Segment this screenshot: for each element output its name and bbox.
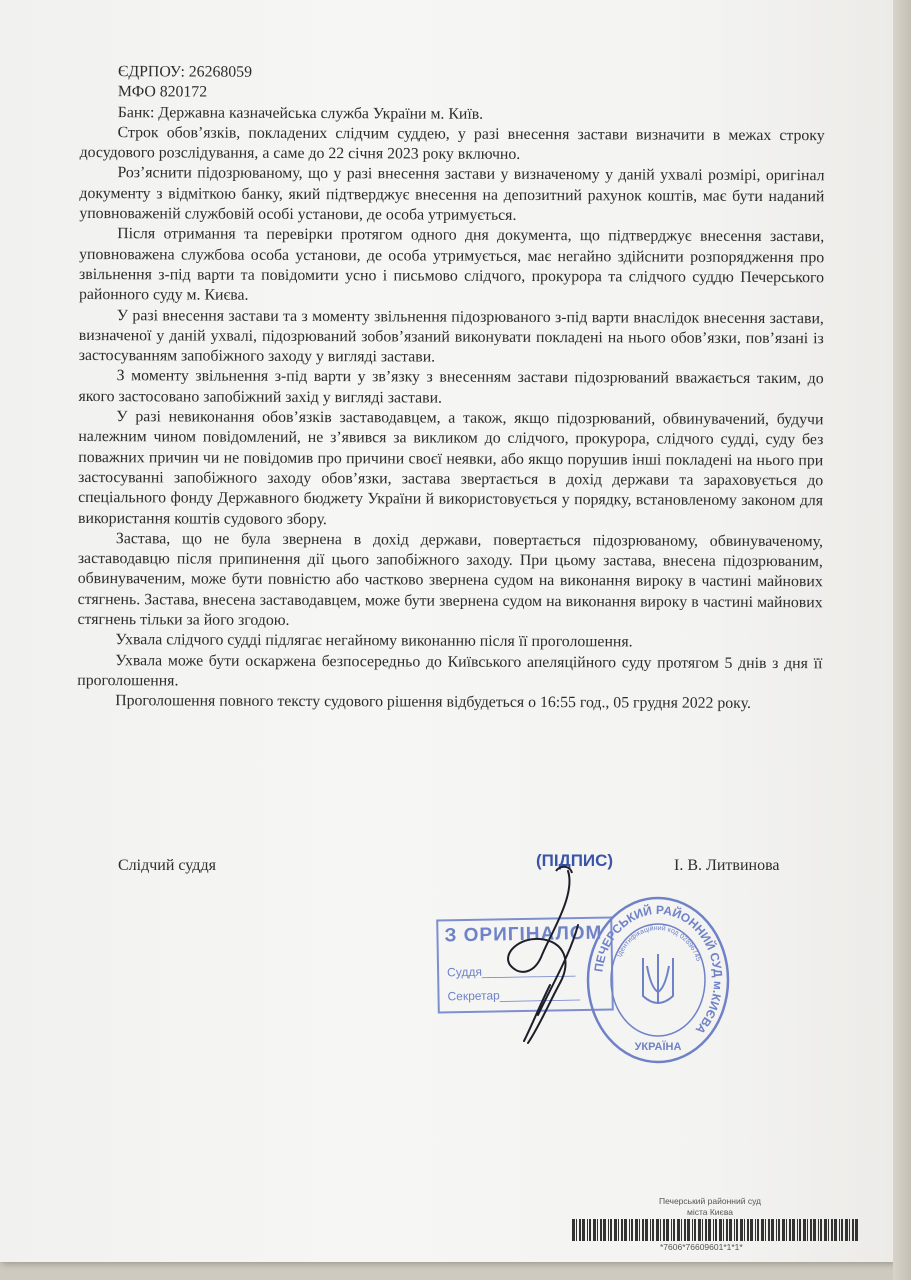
barcode-bar bbox=[744, 1219, 745, 1241]
barcode-bar bbox=[621, 1219, 623, 1241]
barcode-bar bbox=[645, 1219, 648, 1241]
barcode-bar bbox=[681, 1219, 682, 1241]
barcode-bar bbox=[834, 1219, 837, 1241]
barcode-bar bbox=[629, 1219, 630, 1241]
barcode-bar bbox=[702, 1219, 703, 1241]
edrpou-line: ЄДРПОУ: 26268059 bbox=[117, 63, 253, 81]
barcode-bar bbox=[729, 1219, 732, 1241]
barcode-bar bbox=[841, 1219, 843, 1241]
barcode-bar bbox=[786, 1219, 787, 1241]
barcode-bar bbox=[734, 1219, 735, 1241]
barcode-bar bbox=[810, 1219, 812, 1241]
barcode-bar bbox=[750, 1219, 753, 1241]
barcode-bar bbox=[614, 1219, 617, 1241]
stamp-secretary-field: Секретар____________ bbox=[447, 987, 580, 1004]
signature-role: Слідчий суддя bbox=[118, 857, 216, 874]
document-body bbox=[77, 62, 825, 715]
barcode-bar bbox=[656, 1219, 659, 1241]
barcode-bar bbox=[736, 1219, 738, 1241]
barcode-bar bbox=[778, 1219, 780, 1241]
barcode-bar bbox=[576, 1219, 577, 1241]
paragraph-immediate-execution: Ухвала слідчого судді підлягає негайному виконанню після її проголошення. bbox=[115, 631, 633, 651]
barcode-bar bbox=[782, 1219, 785, 1241]
barcode-bar bbox=[757, 1219, 759, 1241]
barcode-bar bbox=[608, 1219, 609, 1241]
barcode-bar bbox=[572, 1219, 575, 1241]
seal-code-text: Ідентифікаційний код 02896745 bbox=[615, 924, 702, 963]
paragraph-release-procedure: Після отримання та перевірки протягом одного дня документа, що підтверджує внесення застави, уповноважена службова особа установи, де особа утримується, має негайно здійснити розпорядження про звільнення з-під варти та повідомити усно і письмово слідчого, прокурора та слідчого суддю Печерського районного суду м. Києва. bbox=[78, 225, 825, 305]
barcode-bar bbox=[694, 1219, 696, 1241]
barcode-bar bbox=[818, 1219, 819, 1241]
barcode-bar bbox=[828, 1219, 829, 1241]
barcode-bar bbox=[618, 1219, 619, 1241]
signature-line bbox=[118, 851, 798, 881]
barcode-bar bbox=[799, 1219, 801, 1241]
barcode-bar bbox=[587, 1219, 588, 1241]
barcode-bar bbox=[761, 1219, 764, 1241]
barcode-bar bbox=[839, 1219, 840, 1241]
barcode-bar bbox=[631, 1219, 633, 1241]
barcode-bar bbox=[705, 1219, 707, 1241]
barcode-bar bbox=[740, 1219, 743, 1241]
barcode-bar bbox=[660, 1219, 661, 1241]
barcode-bar bbox=[624, 1219, 627, 1241]
barcode-bar bbox=[719, 1219, 722, 1241]
paragraph-announcement: Проголошення повного тексту судового рішення відбудеться о 16:55 год., 05 грудня 2022 року. bbox=[115, 692, 751, 713]
trident-icon bbox=[643, 954, 673, 1004]
barcode-bar bbox=[807, 1219, 808, 1241]
barcode-bar bbox=[687, 1219, 690, 1241]
paragraph-release-moment: З моменту звільнення з-під варти у зв’язку з внесенням застави підозрюваний вважається таким, до якого застосовано запобіжний захід у вигляді застави. bbox=[78, 367, 824, 407]
mfo-line: МФО 820172 bbox=[117, 83, 208, 101]
barcode-bar bbox=[747, 1219, 749, 1241]
barcode-bar bbox=[663, 1219, 665, 1241]
barcode-bar bbox=[589, 1219, 591, 1241]
barcode-bar bbox=[723, 1219, 724, 1241]
barcode-number: *7606*76609601*1*1* bbox=[660, 1242, 743, 1252]
barcode-bar bbox=[855, 1219, 858, 1241]
barcode-bar bbox=[677, 1219, 680, 1241]
barcode-bar bbox=[726, 1219, 728, 1241]
barcode-bar bbox=[824, 1219, 827, 1241]
barcode-bar bbox=[666, 1219, 669, 1241]
paragraph-bail-return: Застава, що не була звернена в дохід держави, повертається підозрюваному, обвинуваченому, заставодавцю після припинення дії цього запобіжного заходу. При цьому застава, внесена підозрюваним, обвинуваченим, може бути повністю або частково звернена судом на виконання вироку в частині майнових стягнень. Застава, внесена заставодавцем, може бути звернена судом на виконання вироку в частині майнових стягнень тільки за його згодою. bbox=[77, 529, 823, 629]
paragraph-explain-suspect: Роз’яснити підозрюваному, що у разі внесення застави у визначеному у даній ухвалі розмірі, оригінал документу з відміткою банку, який підтверджує внесення на депозитний рахунок коштів, має бути наданий уповноваженій службовій особі установи, де особа утримується. bbox=[79, 164, 825, 224]
barcode-bar bbox=[820, 1219, 822, 1241]
barcode-bar bbox=[593, 1219, 596, 1241]
barcode-bar bbox=[845, 1219, 848, 1241]
stamp-judge-field: Суддя______________ bbox=[446, 963, 576, 980]
signature-mark: (ПІДПИС) bbox=[536, 851, 614, 870]
barcode-bar bbox=[803, 1219, 806, 1241]
barcode-bar bbox=[597, 1219, 598, 1241]
barcode-bar bbox=[650, 1219, 651, 1241]
barcode-bar bbox=[642, 1219, 644, 1241]
barcode bbox=[572, 1219, 862, 1241]
barcode-bar bbox=[671, 1219, 672, 1241]
barcode-bar bbox=[684, 1219, 686, 1241]
paragraph-obligation-term: Строк обов’язків, покладених слідчим суддею, у разі внесення застави визначити в межах строку досудового розслідування, а саме до 22 січня 2023 року включно. bbox=[79, 124, 825, 164]
barcode-bar bbox=[692, 1219, 693, 1241]
handwritten-signature bbox=[480, 865, 630, 1055]
seal-ring-text: ПЕЧЕРСЬКИЙ РАЙОННИЙ СУД м.КИЄВА bbox=[591, 902, 726, 1037]
stamp-title: З ОРИГІНАЛОМ bbox=[444, 922, 603, 947]
barcode-bar bbox=[698, 1219, 701, 1241]
barcode-bar bbox=[600, 1219, 602, 1241]
court-footer-label: Печерський районний суд міста Києва bbox=[658, 1196, 762, 1217]
barcode-bar bbox=[579, 1219, 581, 1241]
barcode-bar bbox=[789, 1219, 791, 1241]
barcode-bar bbox=[768, 1219, 770, 1241]
barcode-bar bbox=[852, 1219, 854, 1241]
barcode-bar bbox=[771, 1219, 774, 1241]
barcode-bar bbox=[639, 1219, 640, 1241]
barcode-bar bbox=[813, 1219, 816, 1241]
barcode-bar bbox=[610, 1219, 612, 1241]
barcode-bar bbox=[652, 1219, 654, 1241]
signature-name: І. В. Литвинова bbox=[674, 857, 780, 874]
barcode-bar bbox=[776, 1219, 777, 1241]
barcode-bar bbox=[765, 1219, 766, 1241]
paragraph-suspect-duties: У разі внесення застави та з моменту звільнення підозрюваного з-під варти внаслідок внесення застави, визначеної у даній ухвалі, підозрюваний зобов’язаний виконувати покладені на нього обов’язки, пов’язані із застосуванням запобіжного заходу у вигляді застави. bbox=[78, 306, 824, 366]
barcode-bar bbox=[603, 1219, 606, 1241]
barcode-bar bbox=[797, 1219, 798, 1241]
barcode-bar bbox=[849, 1219, 850, 1241]
seal-bottom-text: УКРАЇНА bbox=[634, 1041, 682, 1053]
barcode-bar bbox=[792, 1219, 795, 1241]
barcode-bar bbox=[713, 1219, 714, 1241]
paragraph-appeal: Ухвала може бути оскаржена безпосередньо до Київського апеляційного суду протягом 5 днів з дня її проголошення. bbox=[77, 651, 823, 690]
barcode-bar bbox=[673, 1219, 675, 1241]
paragraph-non-compliance: У разі невиконання обов’язків заставодавцем, а також, якщо підозрюваний, обвинувачений, будучи належним чином повідомлений, не з’явився за викликом до слідчого, прокурора, слідчого судді, суду без поважних причин чи не повідомив про причини своєї неявки, або якщо порушив інші покладені на нього при застосуванні запобіжного заходу обов’язки, застава звертається в дохід держави та зараховується до спеціального фонду Державного бюджету України й використовується у порядку, встановленому законом для використання коштів судового збору. bbox=[77, 408, 824, 528]
barcode-bar bbox=[831, 1219, 833, 1241]
barcode-bar bbox=[635, 1219, 638, 1241]
bank-line: Банк: Державна казначейська служба України м. Київ. bbox=[117, 103, 484, 123]
barcode-bar bbox=[708, 1219, 711, 1241]
barcode-bar bbox=[715, 1219, 717, 1241]
page-edge bbox=[893, 0, 911, 1280]
barcode-bar bbox=[755, 1219, 756, 1241]
barcode-bar bbox=[582, 1219, 585, 1241]
